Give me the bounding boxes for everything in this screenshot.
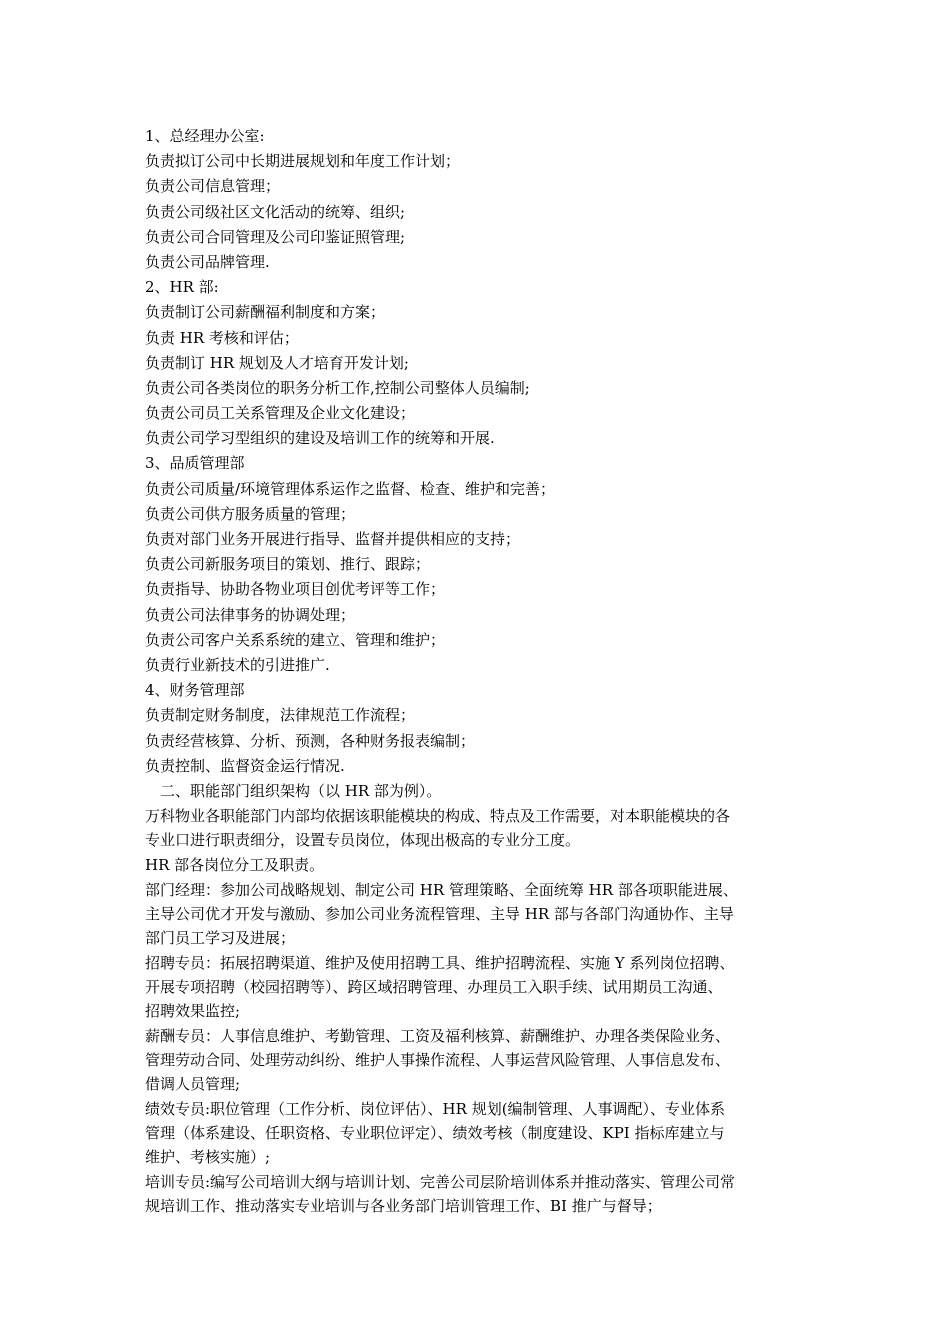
section-heading: 2、HR 部: (145, 278, 219, 297)
list-item: 负责对部门业务开展进行指导、监督并提供相应的支持； (145, 530, 521, 548)
role-paragraph-performance (145, 1097, 810, 1169)
paragraph-line: 管理（体系建设、任职资格、专业职位评定）、绩效考核（制度建设、KPI 指标库建立与 (145, 1124, 725, 1143)
paragraph-line: 借调人员管理; (145, 1075, 241, 1094)
part-title: 二、职能部门组织架构（以 HR 部为例）。 (160, 781, 442, 800)
list-item: 负责公司供方服务质量的管理； (145, 504, 356, 523)
list-item: 负责指导、协助各物业项目创优考评等工作； (145, 580, 446, 599)
subtitle: HR 部各岗位分工及职责。 (145, 856, 325, 875)
paragraph-line: 绩效专员:职位管理（工作分析、岗位评估）、HR 规划(编制管理、人事调配）、专业体系 (145, 1100, 726, 1119)
role-paragraph-compensation (145, 1024, 810, 1096)
list-item: 负责行业新技术的引进推广. (145, 655, 330, 674)
list-item: 负责 HR 考核和评估； (145, 328, 299, 347)
paragraph-line: 管理劳动合同、处理劳动纠纷、维护人事操作流程、人事运营风险管理、人事信息发布、 (145, 1051, 731, 1070)
list-item: 负责公司员工关系管理及企业文化建设； (145, 404, 416, 423)
list-item: 负责公司信息管理； (145, 177, 281, 196)
paragraph-line: 开展专项招聘（校园招聘等）、跨区域招聘管理、办理员工入职手续、试用期员工沟通、 (145, 978, 723, 997)
list-item: 负责制订 HR 规划及人才培育开发计划; (145, 353, 409, 372)
paragraph-line: 规培训工作、推动落实专业培训与各业务部门培训管理工作、BI 推广与督导； (145, 1197, 662, 1216)
list-item: 负责公司质量/环境管理体系运作之监督、检查、维护和完善； (145, 479, 556, 498)
document-page (145, 124, 810, 1219)
paragraph-line: 薪酬专员：人事信息维护、考勤管理、工资及福利核算、薪酬维护、办理各类保险业务、 (145, 1027, 731, 1046)
intro-paragraph (145, 804, 810, 852)
paragraph-line: 维护、考核实施）; (145, 1148, 271, 1167)
paragraph-line: 专业口进行职责细分，设置专员岗位，体现出极高的专业分工度。 (145, 831, 581, 850)
list-item: 负责公司新服务项目的策划、推行、跟踪； (145, 555, 431, 574)
list-item: 负责公司品牌管理. (145, 252, 270, 271)
paragraph-line: 招聘效果监控; (145, 1002, 241, 1021)
list-item: 负责公司学习型组织的建设及培训工作的统筹和开展. (145, 429, 495, 448)
list-item: 负责公司合同管理及公司印鉴证照管理; (145, 227, 406, 246)
list-item: 负责经营核算、分析、预测，各种财务报表编制； (145, 731, 476, 750)
list-item: 负责制订公司薪酬福利制度和方案； (145, 303, 386, 322)
paragraph-line: 培训专员:编写公司培训大纲与培训计划、完善公司层阶培训体系并推动落实、管理公司常 (145, 1173, 736, 1192)
list-item: 负责制定财务制度，法律规范工作流程； (145, 706, 416, 725)
section-heading: 4、财务管理部 (145, 681, 245, 700)
section-heading: 3、品质管理部 (145, 454, 245, 473)
list-item: 负责公司客户关系系统的建立、管理和维护； (145, 630, 446, 649)
paragraph-line: 招聘专员：拓展招聘渠道、维护及使用招聘工具、维护招聘流程、实施 Y 系列岗位招聘、 (145, 954, 735, 973)
paragraph-line: 主导公司优才开发与激励、参加公司业务流程管理、主导 HR 部与各部门沟通协作、主导 (145, 905, 734, 924)
section-heading: 1、总经理办公室: (145, 127, 265, 145)
role-paragraph-recruiting (145, 951, 810, 1023)
list-item: 负责公司级社区文化活动的统筹、组织; (145, 202, 406, 221)
paragraph-line: 部门经理：参加公司战略规划、制定公司 HR 管理策略、全面统筹 HR 部各项职能进展、 (145, 881, 738, 900)
paragraph-line: 万科物业各职能部门内部均依据该职能模块的构成、特点及工作需要，对本职能模块的各 (145, 807, 731, 826)
role-paragraph-manager (145, 878, 810, 950)
role-paragraph-training (145, 1170, 810, 1218)
list-item: 负责公司各类岗位的职务分析工作,控制公司整体人员编制; (145, 378, 530, 397)
paragraph-line: 部门员工学习及进展； (145, 929, 296, 948)
list-item: 负责控制、监督资金运行情况. (145, 756, 345, 775)
list-item: 负责拟订公司中长期进展规划和年度工作计划； (145, 152, 461, 171)
list-item: 负责公司法律事务的协调处理； (145, 605, 356, 624)
